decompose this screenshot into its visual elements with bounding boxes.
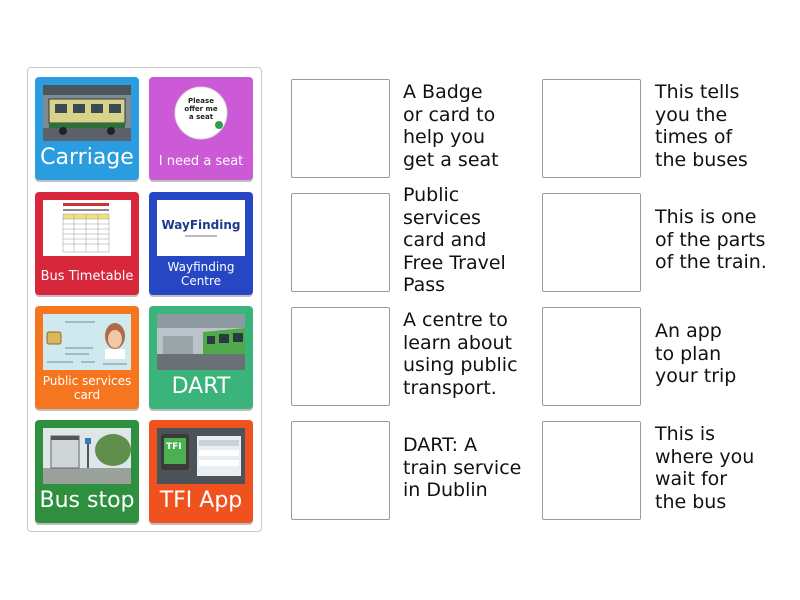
card-tray: [27, 67, 262, 532]
bus-stop-icon: [43, 428, 131, 484]
card-label: Bus stop: [39, 487, 135, 513]
card-bus-timetable[interactable]: [35, 192, 139, 295]
badge-icon: [157, 85, 245, 141]
drop-slot[interactable]: [291, 79, 390, 178]
drop-slot[interactable]: [542, 79, 641, 178]
card-label: TFI App: [159, 487, 243, 513]
wayfinding-logo-icon: [157, 200, 245, 256]
description-text: This tells you the times of the buses: [655, 81, 748, 171]
dart-train-icon: [157, 314, 245, 370]
drop-slot[interactable]: [542, 307, 641, 406]
card-label: Bus Timetable: [40, 268, 134, 284]
wayfinding-logo-text: WayFinding: [161, 218, 241, 232]
description-text: Public services card and Free Travel Pass: [403, 184, 506, 296]
description-text: A Badge or card to help you get a seat: [403, 81, 499, 171]
tfi-logo-text: TFI: [166, 442, 182, 452]
card-carriage[interactable]: [35, 77, 139, 180]
card-label: DART: [171, 373, 231, 399]
card-bus-stop[interactable]: [35, 420, 139, 523]
drop-slot[interactable]: [291, 193, 390, 292]
timetable-icon: [43, 200, 131, 256]
tfi-app-icon: [157, 428, 245, 484]
description-text: DART: A train service in Dublin: [403, 434, 522, 501]
drop-slot[interactable]: [291, 421, 390, 520]
badge-text: Please offer me a seat: [184, 97, 218, 121]
card-i-need-a-seat[interactable]: [149, 77, 253, 180]
description-text: An app to plan your trip: [655, 320, 737, 387]
id-card-icon: [43, 314, 131, 370]
drop-slot[interactable]: [542, 421, 641, 520]
card-public-services-card[interactable]: [35, 306, 139, 409]
description-text: This is where you wait for the bus: [655, 423, 755, 513]
card-label: Carriage: [40, 144, 134, 170]
train-carriage-icon: [43, 85, 131, 141]
drop-slot[interactable]: [542, 193, 641, 292]
card-label: I need a seat: [158, 153, 244, 169]
drop-slot[interactable]: [291, 307, 390, 406]
card-label: Public services card: [42, 374, 132, 403]
card-dart[interactable]: [149, 306, 253, 409]
description-text: A centre to learn about using public transport.: [403, 309, 518, 399]
description-text: This is one of the parts of the train.: [655, 206, 767, 273]
card-tfi-app[interactable]: [149, 420, 253, 523]
card-wayfinding-centre[interactable]: [149, 192, 253, 295]
card-label: Wayfinding Centre: [167, 260, 235, 289]
